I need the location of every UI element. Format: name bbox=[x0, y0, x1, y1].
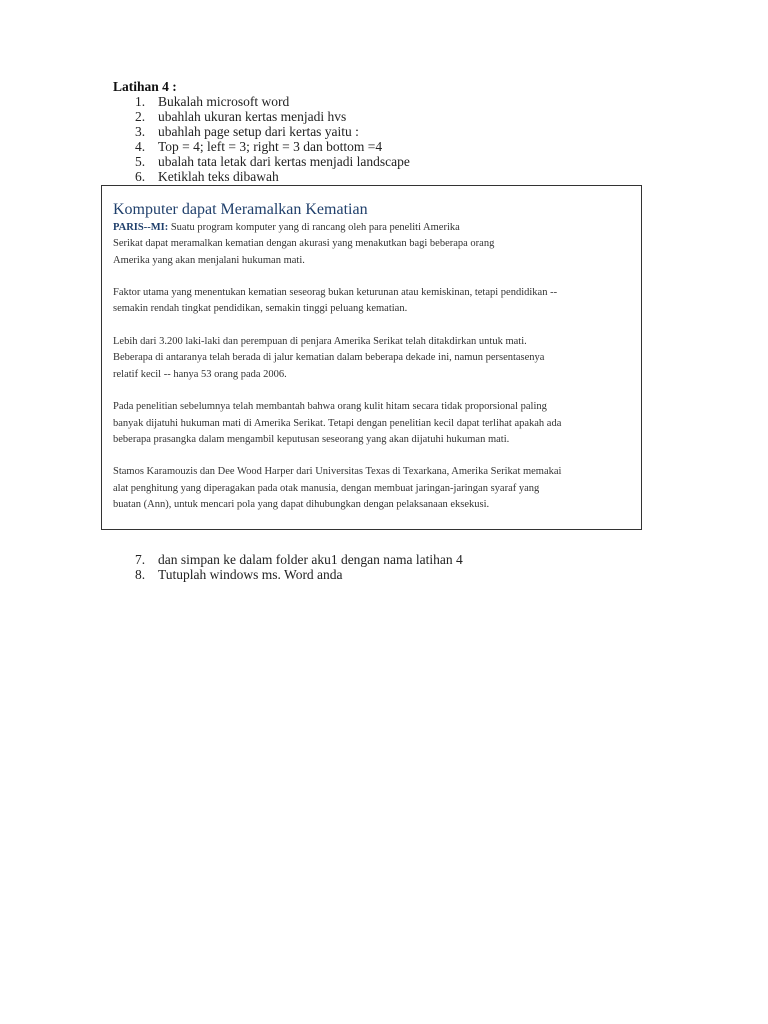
list-item bbox=[113, 552, 463, 567]
article-line: buatan (Ann), untuk mencari pola yang dapat dihubungkan dengan pelaksanaan eksekusi. bbox=[113, 499, 490, 511]
article-line: Lebih dari 3.200 laki-laki dan perempuan di penjara Amerika Serikat telah ditakdirkan untuk mati. bbox=[113, 336, 527, 348]
step-number: 3. bbox=[135, 124, 146, 139]
step-number: 1. bbox=[135, 94, 146, 109]
list-item bbox=[113, 94, 410, 109]
list-item bbox=[113, 124, 410, 139]
step-number: 7. bbox=[135, 552, 146, 567]
list-item bbox=[113, 139, 410, 154]
step-text: Bukalah microsoft word bbox=[158, 94, 290, 109]
steps-list-bottom bbox=[113, 552, 463, 582]
article-line: relatif kecil -- hanya 53 orang pada 2006. bbox=[113, 368, 287, 380]
article-line: semakin rendah tingkat pendidikan, semakin tinggi peluang kematian. bbox=[113, 303, 408, 315]
list-item bbox=[113, 154, 410, 169]
step-number: 5. bbox=[135, 154, 146, 169]
article-paragraph bbox=[113, 464, 673, 513]
list-item bbox=[113, 109, 410, 124]
article-body bbox=[113, 220, 673, 530]
article-line: Serikat dapat meramalkan kematian dengan akurasi yang menakutkan bagi beberapa orang bbox=[113, 238, 495, 250]
article-line: Beberapa di antaranya telah berada di jalur kematian dalam beberapa dekade ini, namun persentasenya bbox=[113, 352, 545, 364]
step-number: 8. bbox=[135, 567, 146, 582]
step-text: ubalah tata letak dari kertas menjadi landscape bbox=[158, 154, 410, 169]
step-text: Ketiklah teks dibawah bbox=[158, 169, 279, 184]
exercise-title: Latihan 4 : bbox=[113, 79, 177, 94]
step-number: 2. bbox=[135, 109, 146, 124]
article-title: Komputer dapat Meramalkan Kematian bbox=[113, 201, 368, 218]
article-line: Pada penelitian sebelumnya telah membantah bahwa orang kulit hitam secara tidak proporsional paling bbox=[113, 401, 547, 413]
step-text: ubahlah ukuran kertas menjadi hvs bbox=[158, 109, 347, 124]
article-line: Stamos Karamouzis dan Dee Wood Harper dari Universitas Texas di Texarkana, Amerika Serikat memakai bbox=[113, 466, 562, 478]
steps-list-top bbox=[113, 94, 410, 184]
article-line: Faktor utama yang menentukan kematian seseorag bukan keturunan atau kemiskinan, tetapi pendidikan -- bbox=[113, 287, 558, 299]
article-paragraph bbox=[113, 399, 673, 448]
step-text: Top = 4; left = 3; right = 3 dan bottom =4 bbox=[158, 139, 383, 154]
article-dateline: PARIS--MI: bbox=[113, 222, 169, 233]
article-text-box bbox=[101, 185, 642, 530]
step-number: 4. bbox=[135, 139, 146, 154]
list-item bbox=[113, 567, 463, 582]
article-paragraph bbox=[113, 334, 673, 383]
article-line bbox=[113, 220, 673, 236]
step-number: 6. bbox=[135, 169, 146, 184]
article-paragraph bbox=[113, 285, 673, 318]
article-line: Amerika yang akan menjalani hukuman mati. bbox=[113, 254, 305, 266]
step-text: Tutuplah windows ms. Word anda bbox=[158, 567, 343, 582]
step-text: ubahlah page setup dari kertas yaitu : bbox=[158, 124, 359, 139]
article-paragraph bbox=[113, 220, 673, 269]
article-line: alat penghitung yang diperagakan pada otak manusia, dengan membuat jaringan-jaringan syaraf yang bbox=[113, 482, 540, 494]
article-line: banyak dijatuhi hukuman mati di Amerika Serikat. Tetapi dengan penelitian kecil dapat terlihat apakah ada bbox=[113, 417, 562, 429]
article-line: beberapa prasangka dalam mengambil keputusan seseorang yang akan dijatuhi hukuman mati. bbox=[113, 433, 510, 445]
step-text: dan simpan ke dalam folder aku1 dengan nama latihan 4 bbox=[158, 552, 463, 567]
article-line-text: Suatu program komputer yang di rancang oleh para peneliti Amerika bbox=[168, 222, 460, 233]
list-item bbox=[113, 169, 410, 184]
